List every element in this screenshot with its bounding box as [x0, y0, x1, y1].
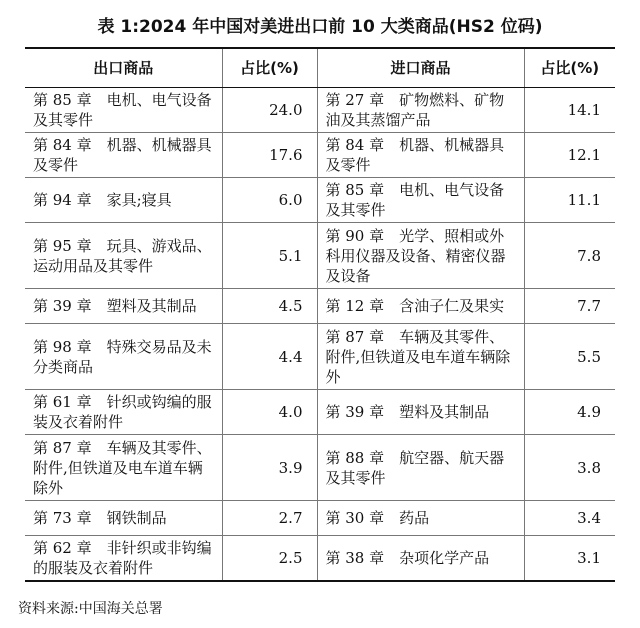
table-row [25, 501, 615, 536]
export-goods-cell: 第 84 章 机器、机械器具及零件 [25, 133, 222, 178]
trade-table [25, 47, 615, 582]
export-goods-cell: 第 62 章 非针织或非钩编的服装及衣着附件 [25, 536, 222, 582]
table-row [25, 133, 615, 178]
export-goods-cell: 第 85 章 电机、电气设备及其零件 [25, 88, 222, 133]
export-goods-cell: 第 73 章 钢铁制品 [25, 501, 222, 536]
table-row [25, 289, 615, 324]
import-goods-cell: 第 39 章 塑料及其制品 [317, 390, 524, 435]
import-goods-cell: 第 87 章 车辆及其零件、附件,但铁道及电车道车辆除外 [317, 324, 524, 390]
import-goods-cell: 第 88 章 航空器、航天器及其零件 [317, 435, 524, 501]
export-goods-cell: 第 94 章 家具;寝具 [25, 178, 222, 223]
export-share-cell: 6.0 [222, 178, 317, 223]
export-goods-cell: 第 95 章 玩具、游戏品、运动用品及其零件 [25, 223, 222, 289]
export-share-cell: 2.5 [222, 536, 317, 582]
header-export-goods: 出口商品 [25, 48, 222, 88]
header-import-goods: 进口商品 [317, 48, 524, 88]
import-goods-cell: 第 38 章 杂项化学产品 [317, 536, 524, 582]
export-goods-cell: 第 87 章 车辆及其零件、附件,但铁道及电车道车辆除外 [25, 435, 222, 501]
import-share-cell: 3.4 [524, 501, 615, 536]
import-share-cell: 3.1 [524, 536, 615, 582]
export-share-cell: 5.1 [222, 223, 317, 289]
import-share-cell: 4.9 [524, 390, 615, 435]
table-row [25, 536, 615, 582]
export-share-cell: 4.4 [222, 324, 317, 390]
import-goods-cell: 第 84 章 机器、机械器具及零件 [317, 133, 524, 178]
import-share-cell: 5.5 [524, 324, 615, 390]
import-goods-cell: 第 90 章 光学、照相或外科用仪器及设备、精密仪器及设备 [317, 223, 524, 289]
export-share-cell: 4.0 [222, 390, 317, 435]
table-row [25, 324, 615, 390]
export-share-cell: 3.9 [222, 435, 317, 501]
header-row [25, 48, 615, 88]
table-title: 表 1:2024 年中国对美进出口前 10 大类商品(HS2 位码) [97, 17, 543, 37]
export-goods-cell: 第 39 章 塑料及其制品 [25, 289, 222, 324]
export-share-cell: 4.5 [222, 289, 317, 324]
import-share-cell: 14.1 [524, 88, 615, 133]
source-note: 资料来源:中国海关总署 [18, 601, 163, 617]
header-export-share: 占比(%) [222, 48, 317, 88]
export-share-cell: 2.7 [222, 501, 317, 536]
import-goods-cell: 第 27 章 矿物燃料、矿物油及其蒸馏产品 [317, 88, 524, 133]
import-goods-cell: 第 12 章 含油子仁及果实 [317, 289, 524, 324]
table-row [25, 88, 615, 133]
import-goods-cell: 第 30 章 药品 [317, 501, 524, 536]
export-share-cell: 24.0 [222, 88, 317, 133]
export-goods-cell: 第 61 章 针织或钩编的服装及衣着附件 [25, 390, 222, 435]
import-share-cell: 11.1 [524, 178, 615, 223]
table-row [25, 178, 615, 223]
table-row [25, 435, 615, 501]
import-share-cell: 7.7 [524, 289, 615, 324]
import-share-cell: 3.8 [524, 435, 615, 501]
export-goods-cell: 第 98 章 特殊交易品及未分类商品 [25, 324, 222, 390]
import-goods-cell: 第 85 章 电机、电气设备及其零件 [317, 178, 524, 223]
table-row [25, 223, 615, 289]
export-share-cell: 17.6 [222, 133, 317, 178]
table-row [25, 390, 615, 435]
import-share-cell: 12.1 [524, 133, 615, 178]
header-import-share: 占比(%) [524, 48, 615, 88]
import-share-cell: 7.8 [524, 223, 615, 289]
